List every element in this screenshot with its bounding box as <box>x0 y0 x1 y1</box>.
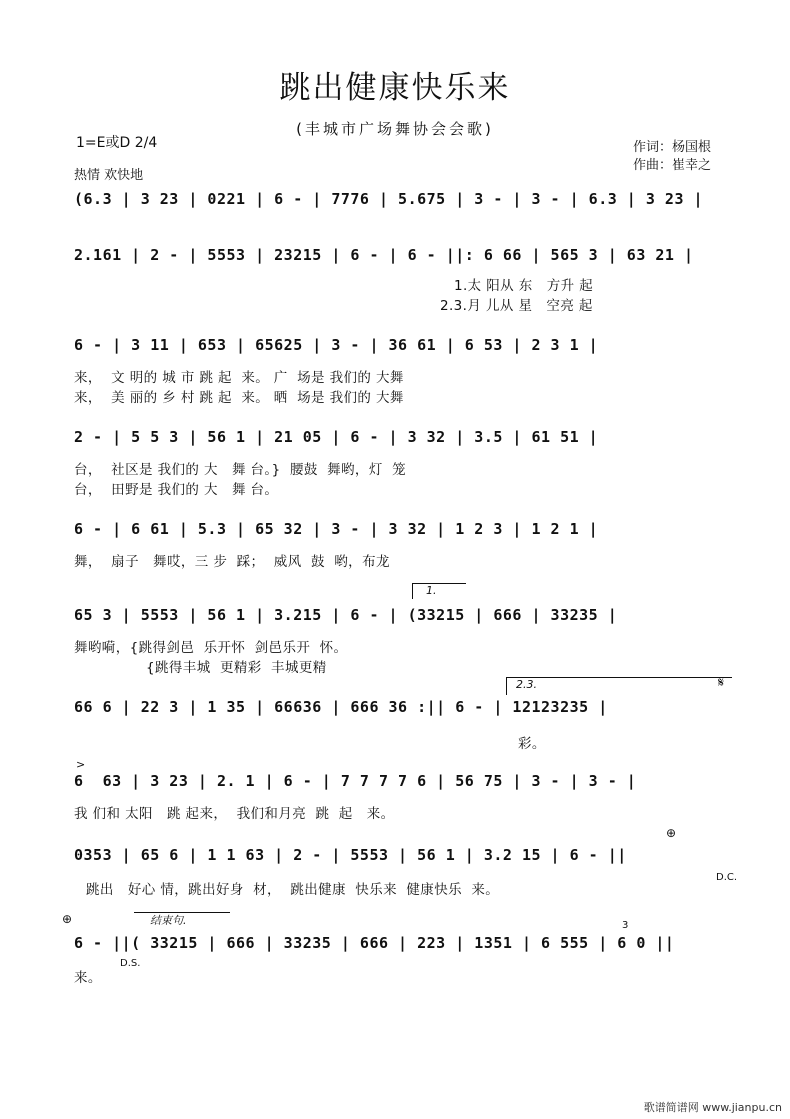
score-line-9: 0353 | 65 6 | 1 1 63 | 2 - | 5553 | 56 1 | 3.2 15 | 6 - || <box>74 846 627 864</box>
score-line-3: 6 - | 3 11 | 653 | 65625 | 3 - | 36 61 | 6 53 | 2 3 1 | <box>74 336 599 354</box>
key-signature: 1=E或D 2/4 <box>76 135 158 151</box>
lyrics-line-2-verse-2: 2.3.月 儿从 星 空亮 起 <box>440 298 593 314</box>
song-title: 跳出健康快乐来 <box>279 70 511 106</box>
score-line-7: 66 6 | 22 3 | 1 35 | 66636 | 666 36 :|| 6 - | 12123235 | <box>74 698 608 716</box>
score-line-5: 6 - | 6 61 | 5.3 | 65 32 | 3 - | 3 32 | 1 2 3 | 1 2 1 | <box>74 520 599 538</box>
lyricist-credit: 作词：杨国根 <box>633 140 712 155</box>
da-capo-marking: D.C. <box>716 872 738 883</box>
lyrics-line-8: 我 们和 太阳 跳 起来， 我们和月亮 跳 起 来。 <box>74 806 395 822</box>
dal-segno-marking: D.S. <box>120 958 141 969</box>
lyrics-line-2-verse-1: 1.太 阳从 东 方升 起 <box>454 278 594 294</box>
volta-1-label: 1. <box>426 584 437 597</box>
volta-1-bracket <box>412 583 466 584</box>
volta-23-label: 2.3. <box>516 678 537 691</box>
score-line-2: 2.161 | 2 - | 5553 | 23215 | 6 - | 6 - ||: 6 66 | 565 3 | 63 21 | <box>74 246 694 264</box>
lyrics-line-7: 彩。 <box>518 736 546 752</box>
song-subtitle: (丰城市广场舞协会会歌) <box>296 120 494 138</box>
score-line-10: 6 - ||( 33215 | 666 | 33235 | 666 | 223 | 1351 | 6 555 | 6 0 || <box>74 934 675 952</box>
volta-1-bracket-left <box>412 583 413 599</box>
lyrics-line-3-verse-2: 来， 美 丽的 乡 村 跳 起 来。 晒 场是 我们的 大舞 <box>74 390 404 406</box>
volta-23-bracket-left <box>506 677 507 695</box>
segno-icon: 𝄋 <box>718 675 725 691</box>
composer-credit: 作曲：崔幸之 <box>633 158 712 173</box>
score-line-8: 6 63 | 3 23 | 2. 1 | 6 - | 7 7 7 7 6 | 56 75 | 3 - | 3 - | <box>74 772 637 790</box>
score-line-4: 2 - | 5 5 3 | 56 1 | 21 05 | 6 - | 3 32 | 3.5 | 61 51 | <box>74 428 599 446</box>
ending-phrase-label: 结束句. <box>150 914 187 927</box>
lyrics-line-6-verse-1: 舞哟嗬，{跳得剑邑 乐开怀 剑邑乐开 怀。 <box>74 640 348 656</box>
lyrics-line-9: 跳出 好心 情，跳出好身 材， 跳出健康 快乐来 健康快乐 来。 <box>86 882 500 898</box>
accent-mark-icon: > <box>76 758 86 771</box>
lyrics-line-4-verse-2: 台， 田野是 我们的 大 舞 台。 <box>74 482 279 498</box>
lyrics-line-6-verse-2: {跳得丰城 更精彩 丰城更精 <box>146 660 327 676</box>
lyrics-line-10: 来。 <box>74 970 102 986</box>
ending-bracket <box>134 912 230 913</box>
score-line-1: (6.3 | 3 23 | 0221 | 6 - | 7776 | 5.675 | 3 - | 3 - | 6.3 | 3 23 | <box>74 190 704 208</box>
site-watermark: 歌谱简谱网 www.jianpu.cn <box>643 1101 782 1114</box>
volta-23-bracket <box>506 677 732 678</box>
lyrics-line-3-verse-1: 来， 文 明的 城 市 跳 起 来。 广 场是 我们的 大舞 <box>74 370 404 386</box>
lyrics-line-5: 舞， 扇子 舞哎，三 步 踩； 威风 鼓 哟，布龙 <box>74 554 390 570</box>
score-line-6: 65 3 | 5553 | 56 1 | 3.215 | 6 - | (33215 | 666 | 33235 | <box>74 606 618 624</box>
tempo-marking: 热情 欢快地 <box>74 168 144 183</box>
triplet-marking: 3 <box>622 920 629 931</box>
coda-start-icon: ⊕ <box>62 912 73 926</box>
coda-icon: ⊕ <box>666 826 677 840</box>
lyrics-line-4-verse-1: 台， 社区是 我们的 大 舞 台。} 腰鼓 舞哟，灯 笼 <box>74 462 407 478</box>
